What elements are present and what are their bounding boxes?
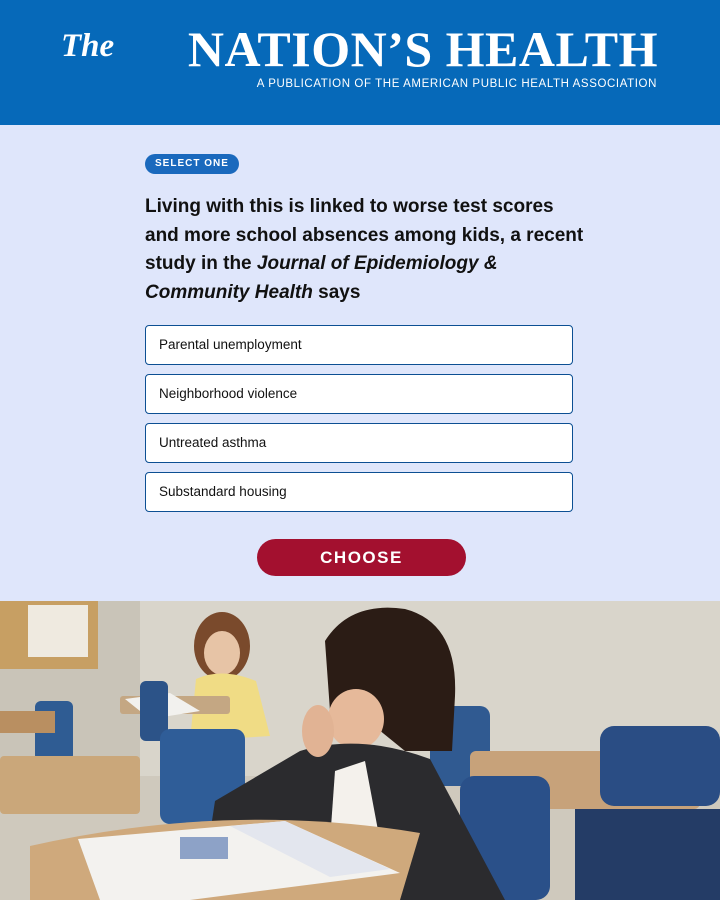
option-neighborhood-violence[interactable]: Neighborhood violence <box>145 374 573 414</box>
journal-name: Journal of Epidemiology & Community Health <box>145 253 498 303</box>
answer-options <box>145 325 573 521</box>
masthead-tagline: A PUBLICATION OF THE AMERICAN PUBLIC HEALTH ASSOCIATION <box>256 78 657 90</box>
classroom-photo <box>0 601 720 900</box>
option-substandard-housing[interactable]: Substandard housing <box>145 472 573 512</box>
masthead-the: The <box>61 28 115 64</box>
quiz-panel <box>0 125 720 601</box>
masthead-title: NATION’S HEALTH <box>187 21 658 77</box>
question-text-end: says <box>312 281 361 303</box>
choose-button[interactable]: CHOOSE <box>257 539 466 576</box>
classroom-photo-illustration <box>0 601 720 900</box>
quiz-question <box>145 193 585 307</box>
option-parental-unemployment[interactable]: Parental unemployment <box>145 325 573 365</box>
select-one-badge: SELECT ONE <box>145 154 239 174</box>
option-untreated-asthma[interactable]: Untreated asthma <box>145 423 573 463</box>
masthead <box>0 0 720 125</box>
question-text-start: Living with this is linked to worse test scores and more school absences among kids, a recent study in the <box>145 196 584 274</box>
